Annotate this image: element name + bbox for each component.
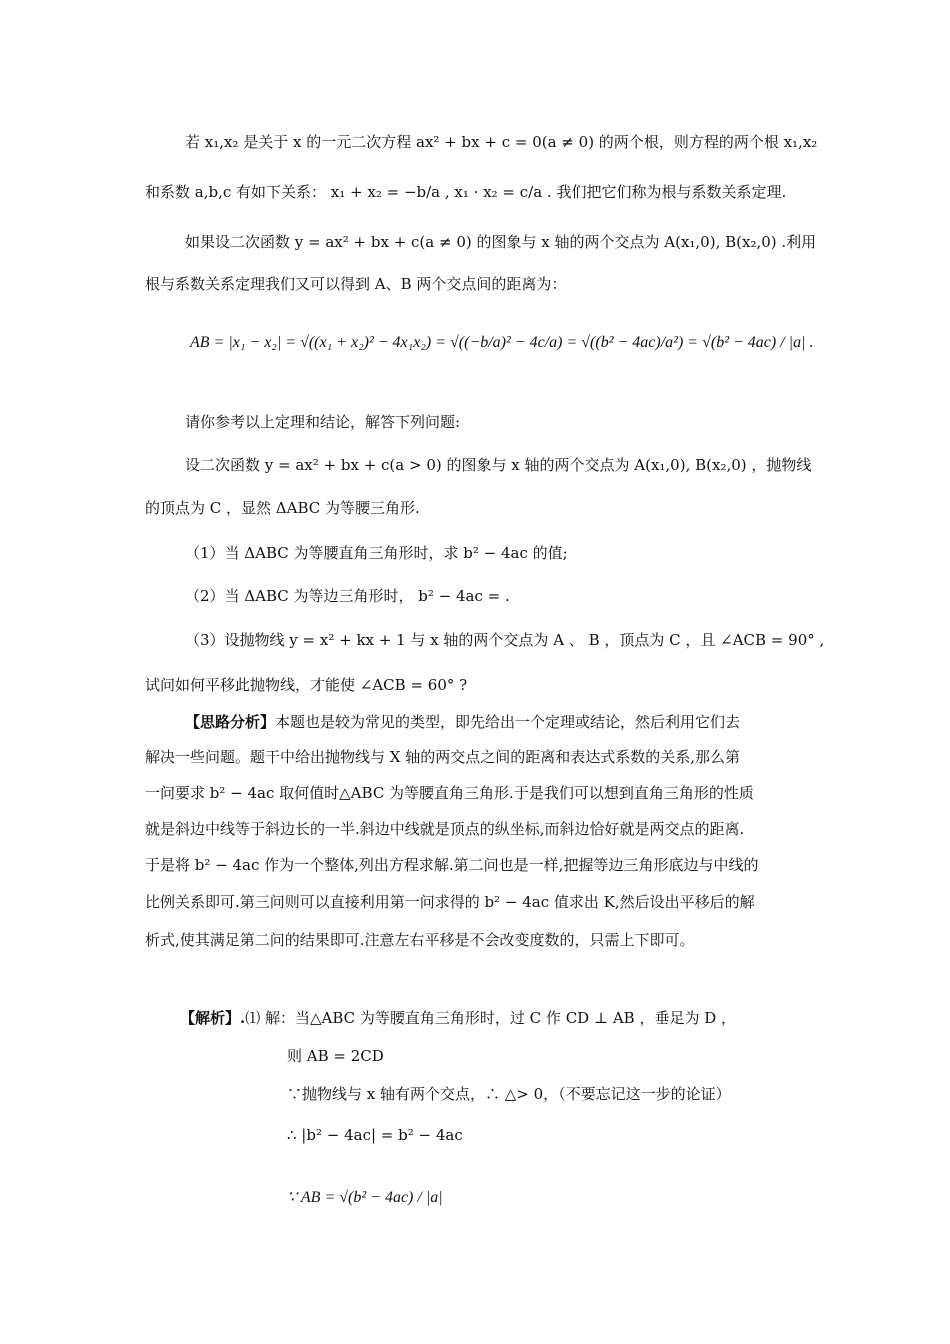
instruction-line: 请你参考以上定理和结论，解答下列问题: [185, 413, 461, 431]
analysis-line-3: 一问要求 b² − 4ac 取何值时△ABC 为等腰直角三角形.于是我们可以想到直角三角形的性质 [145, 784, 754, 802]
question-1: （1）当 ΔABC 为等腰直角三角形时，求 b² − 4ac 的值; [185, 544, 568, 562]
solution-heading: 【解析】. [180, 1009, 246, 1027]
intro-line-3: 如果设二次函数 y = ax² + bx + c(a ≠ 0) 的图象与 x 轴的两个交点为 A(x₁,0), B(x₂,0) .利用 [185, 233, 817, 251]
analysis-line-4: 就是斜边中线等于斜边长的一半.斜边中线就是顶点的纵坐标,而斜边恰好就是两交点的距离. [145, 820, 745, 838]
intro-line-4: 根与系数关系定理我们又可以得到 A、B 两个交点间的距离为： [145, 275, 567, 293]
solution-line-1 [180, 1004, 845, 1032]
intro-line-2: 和系数 a,b,c 有如下关系： x₁ + x₂ = −b/a , x₁ · x₂ = c/a . 我们把它们称为根与系数关系定理. [145, 183, 787, 201]
analysis-line-2: 解决一些问题。题干中给出抛物线与 X 轴的两交点之间的距离和表达式系数的关系,那么第 [145, 748, 740, 766]
analysis-text-1: 本题也是较为常见的类型，即先给出一个定理或结论，然后利用它们去 [275, 713, 741, 731]
question-3-part-b: 试问如何平移此抛物线，才能使 ∠ACB = 60° ? [145, 676, 468, 694]
setup-line-2: 的顶点为 C ，显然 ΔABC 为等腰三角形. [145, 499, 420, 517]
analysis-line-5: 于是将 b² − 4ac 作为一个整体,列出方程求解.第二问也是一样,把握等边三角形底边与中线的 [145, 856, 759, 874]
solution-line-5: ∵ AB = √(b² − 4ac) / |a| [287, 1189, 443, 1206]
setup-line-1: 设二次函数 y = ax² + bx + c(a > 0) 的图象与 x 轴的两个交点为 A(x₁,0), B(x₂,0) ，抛物线 [185, 456, 812, 474]
question-2: （2）当 ΔABC 为等边三角形时， b² − 4ac = . [185, 587, 510, 605]
distance-formula: AB = |x₁ − x₂| = √((x₁ + x₂)² − 4x₁x₂) = √((−b/a)² − 4c/a) = √((b² − 4ac)/a²) = √(b² − 4ac) / |a| . [190, 334, 814, 351]
question-3-part-a: （3）设抛物线 y = x² + kx + 1 与 x 轴的两个交点为 A 、 B ，顶点为 C ，且 ∠ACB = 90° , [185, 631, 825, 649]
solution-text-1: ⑴ 解：当△ABC 为等腰直角三角形时，过 C 作 CD ⊥ AB ，垂足为 D ， [245, 1009, 737, 1027]
analysis-line-6: 比例关系即可.第三问则可以直接利用第一问求得的 b² − 4ac 值求出 K,然后设出平移后的解 [145, 893, 755, 911]
solution-line-4: ∴ |b² − 4ac| = b² − 4ac [287, 1126, 463, 1144]
intro-line-1: 若 x₁,x₂ 是关于 x 的一元二次方程 ax² + bx + c = 0(a ≠ 0) 的两个根，则方程的两个根 x₁,x₂ [185, 133, 818, 151]
solution-line-3: ∵抛物线与 x 轴有两个交点，∴ △> 0，（不要忘记这一步的论证） [287, 1085, 731, 1103]
analysis-line-1 [185, 708, 850, 736]
solution-line-2: 则 AB = 2CD [287, 1047, 384, 1065]
analysis-heading: 【思路分析】 [185, 713, 276, 731]
analysis-line-7: 析式,使其满足第二问的结果即可.注意左右平移是不会改变度数的，只需上下即可。 [145, 931, 695, 949]
